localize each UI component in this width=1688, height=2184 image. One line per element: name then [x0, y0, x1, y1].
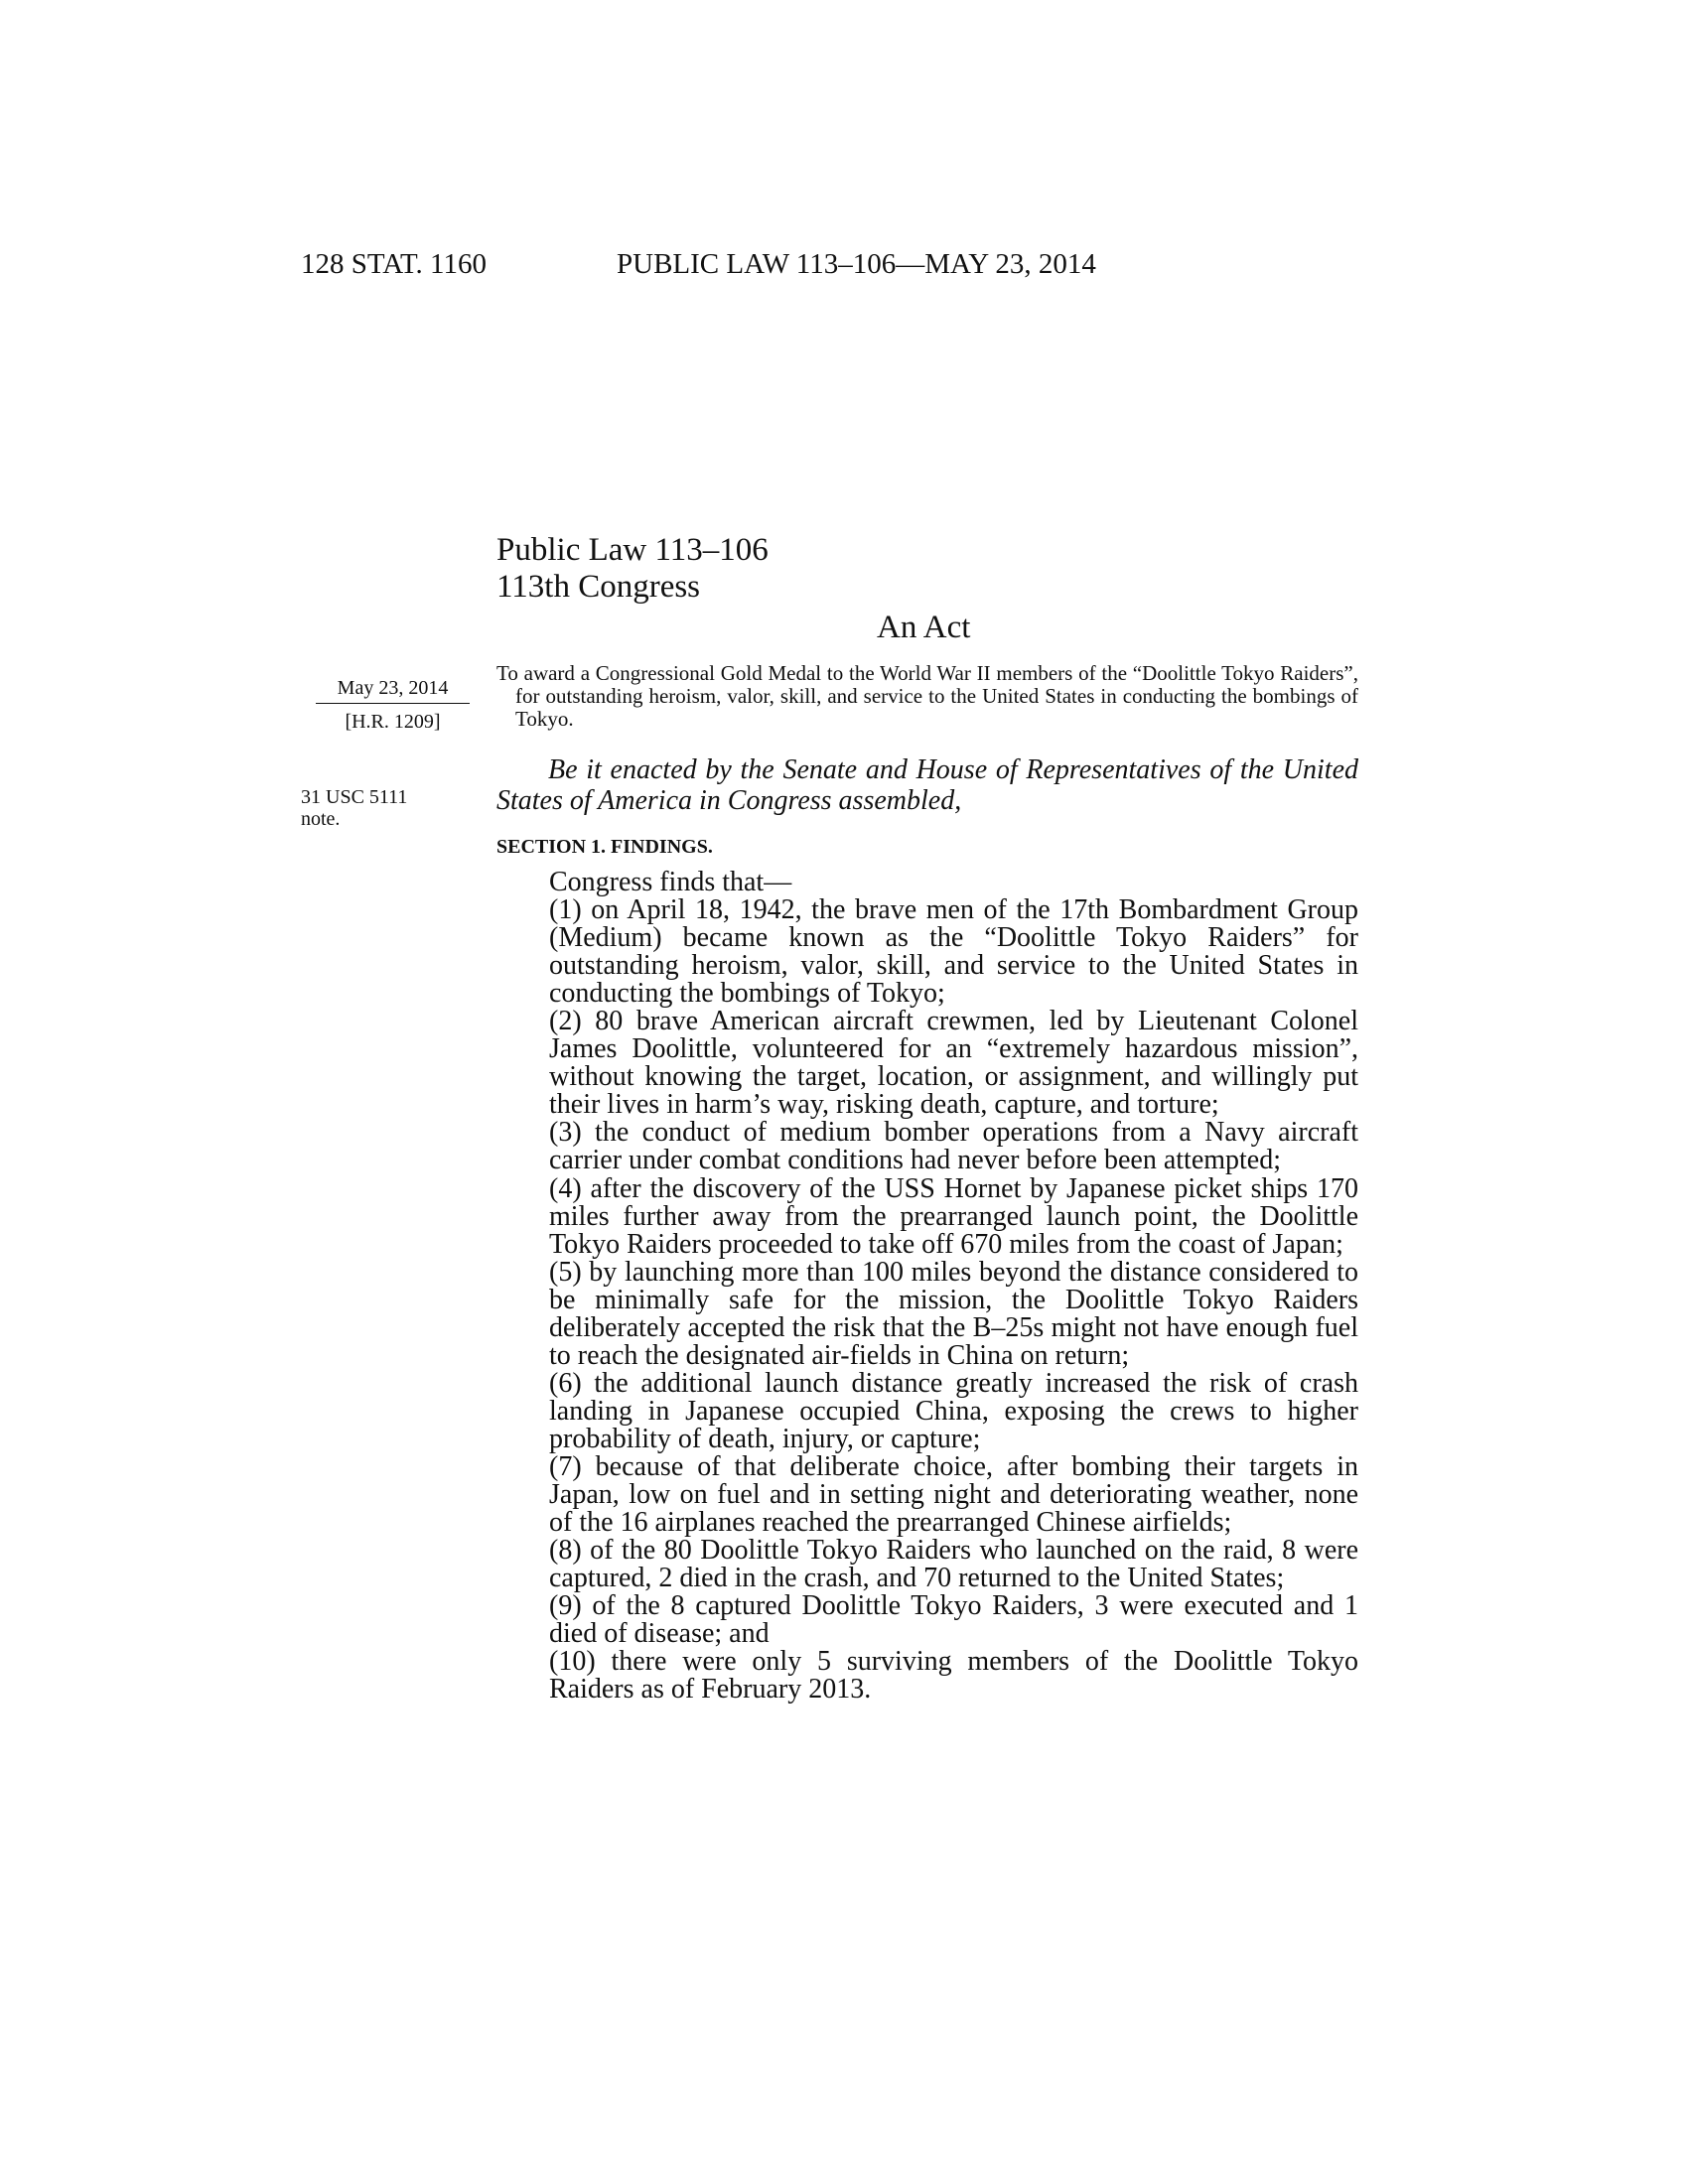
- margin-usc-citation: [301, 786, 407, 830]
- finding-item: (3) the conduct of medium bomber operations from a Navy aircraft carrier under combat conditions had never before been attempted;: [549, 1117, 1358, 1176]
- congress-number: 113th Congress: [496, 569, 701, 605]
- act-heading: An Act: [877, 610, 971, 645]
- finding-item: (4) after the discovery of the USS Hornet by Japanese picket ships 170 miles further away from the prearranged launch point, the Doolittle Tokyo Raiders proceeded to take off 670 miles from the coast of Japan;: [549, 1172, 1358, 1260]
- public-law-number: Public Law 113–106: [496, 532, 769, 568]
- finding-item: (8) of the 80 Doolittle Tokyo Raiders who launched on the raid, 8 were captured, 2 died in the crash, and 70 returned to the United States;: [549, 1535, 1358, 1594]
- margin-usc-line: 31 USC 5111: [301, 786, 408, 808]
- running-header-title: PUBLIC LAW 113–106—MAY 23, 2014: [617, 248, 1096, 280]
- finding-item: (7) because of that deliberate choice, after bombing their targets in Japan, low on fuel and in setting night and deteriorating weather, none of the 16 airplanes reached the prearranged Chinese airfields;: [549, 1450, 1358, 1539]
- section-heading: SECTION 1. FINDINGS.: [496, 836, 713, 858]
- running-header: [301, 248, 1214, 288]
- finding-item: (9) of the 8 captured Doolittle Tokyo Raiders, 3 were executed and 1 died of disease; and: [549, 1590, 1358, 1650]
- margin-bill-number: [H.R. 1209]: [345, 711, 441, 733]
- findings-body: [549, 869, 1358, 1704]
- margin-divider: [316, 703, 470, 704]
- findings-intro: Congress finds that—: [549, 867, 792, 897]
- finding-item: (6) the additional launch distance greatly increased the risk of crash landing in Japanese occupied China, exposing the crews to higher probability of death, injury, or capture;: [549, 1367, 1358, 1454]
- act-purpose: To award a Congressional Gold Medal to the World War II members of the “Doolittle Tokyo Raiders”, for outstanding heroism, valor, skill, and service to the United States in conducting the bombings of Tokyo.: [496, 661, 1358, 731]
- finding-item: (1) on April 18, 1942, the brave men of the 17th Bombardment Group (Medium) became known as the “Doolittle Tokyo Raiders” for outstanding heroism, valor, skill, and service to the United States in conducting the bombings of Tokyo;: [549, 894, 1358, 1010]
- margin-usc-note: note.: [301, 808, 341, 830]
- margin-enactment-date: May 23, 2014: [337, 677, 449, 699]
- enacting-clause: Be it enacted by the Senate and House of Representatives of the United States of America in Congress assembled,: [496, 754, 1358, 816]
- finding-item: (2) 80 brave American aircraft crewmen, led by Lieutenant Colonel James Doolittle, volunteered for an “extremely hazardous mission”, without knowing the target, location, or assignment, and willingly put their lives in harm’s way, risking death, capture, and torture;: [549, 1006, 1358, 1121]
- finding-item: (10) there were only 5 surviving members of the Doolittle Tokyo Raiders as of February 2013.: [549, 1646, 1358, 1706]
- statute-page-reference: 128 STAT. 1160: [301, 248, 487, 280]
- finding-item: (5) by launching more than 100 miles beyond the distance considered to be minimally safe for the mission, the Doolittle Tokyo Raiders deliberately accepted the risk that the B–25s might not have enough fuel to reach the designated air-fields in China on return;: [549, 1256, 1358, 1371]
